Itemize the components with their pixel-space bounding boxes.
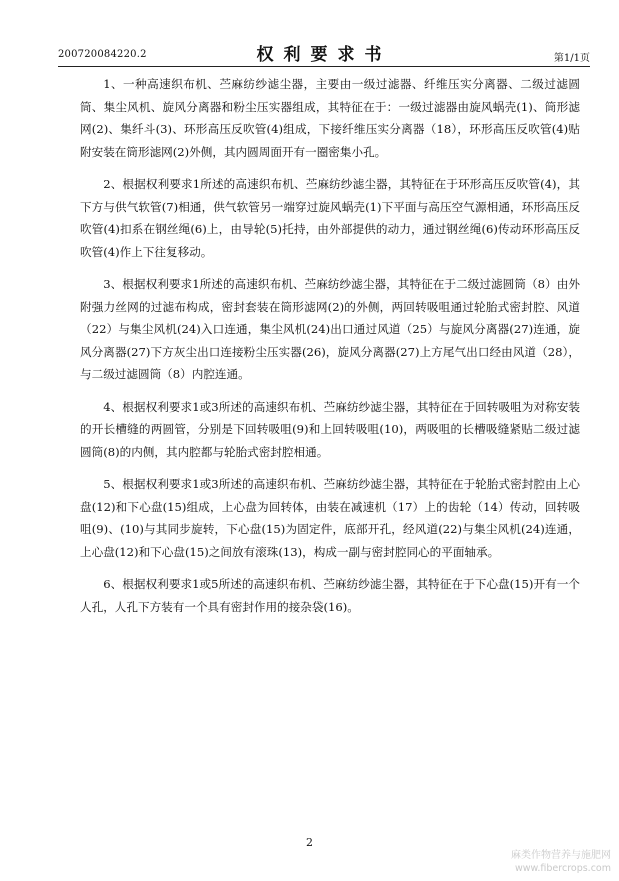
page-header [58,40,590,66]
header-divider [58,66,590,67]
application-number: 200720084220.2 [58,49,147,60]
page-title: 权利要求书 [256,45,392,65]
claim-6: 6、根据权利要求1或5所述的高速织布机、苎麻纺纱滤尘器，其特征在于下心盘(15)开有一个人孔，人孔下方装有一个具有密封作用的接杂袋(16)。 [80,577,580,614]
claim-1: 1、一种高速织布机、苎麻纺纱滤尘器，主要由一级过滤器、纤维压实分离器、二级过滤圆筒、集尘风机、旋风分离器和粉尘压实器组成，其特征在于：一级过滤器由旋风蜗壳(1)、筒形滤网(2)、集纤斗(3)、环形高压反吹管(4)组成，下接纤维压实分离器（18），环形高压反吹管(4)贴附安装在筒形滤网(2)外侧，其内圆周面开有一圈密集小孔。 [80,77,580,159]
claim-4: 4、根据权利要求1或3所述的高速织布机、苎麻纺纱滤尘器，其特征在于回转吸咀为对称安装的开长槽缝的两圆管，分别是下回转吸咀(9)和上回转吸咀(10)，两吸咀的长槽吸缝紧贴二级过滤圆筒(8)的内侧，其内腔都与轮胎式密封腔相通。 [80,399,580,459]
page-counter: 第1/1页 [553,53,590,64]
claim-5: 5、根据权利要求1或3所述的高速织布机、苎麻纺纱滤尘器，其特征在于轮胎式密封腔由上心盘(12)和下心盘(15)组成，上心盘为回转体，由装在减速机（17）上的齿轮（14）传动，回转吸咀(9)、(10)与其同步旋转，下心盘(15)为固定件，底部开孔，经风道(22)与集尘风机(24)连通，上心盘(12)和下心盘(15)之间放有滚珠(13)，构成一副与密封腔同心的平面轴承。 [80,477,580,559]
claim-3: 3、根据权利要求1所述的高速织布机、苎麻纺纱滤尘器，其特征在于二级过滤圆筒（8）由外附强力丝网的过滤布构成，密封套装在筒形滤网(2)的外侧，两回转吸咀通过轮胎式密封腔、风道（22）与集尘风机(24)入口连通，集尘风机(24)出口通过风道（25）与旋风分离器(27)连通，旋风分离器(27)下方灰尘出口连接粉尘压实器(26)，旋风分离器(27)上方尾气出口经由风道（28），与二级过滤圆筒（8）内腔连通。 [80,277,580,381]
site-watermark [461,849,611,875]
claim-2: 2、根据权利要求1所述的高速织布机、苎麻纺纱滤尘器，其特征在于环形高压反吹管(4)，其下方与供气软管(7)相通，供气软管另一端穿过旋风蜗壳(1)下平面与高压空气源相通，环形高压反吹管(4)扣系在钢丝绳(6)上，由导轮(5)托持，由外部提供的动力，通过钢丝绳(6)传动环形高压反吹管(4)作上下往复移动。 [80,177,580,259]
page-number: 2 [306,836,313,849]
claims-list [80,73,580,628]
watermark-name: 麻类作物营养与施肥网 [511,850,611,861]
watermark-url: www.fibercrops.com [514,863,611,874]
